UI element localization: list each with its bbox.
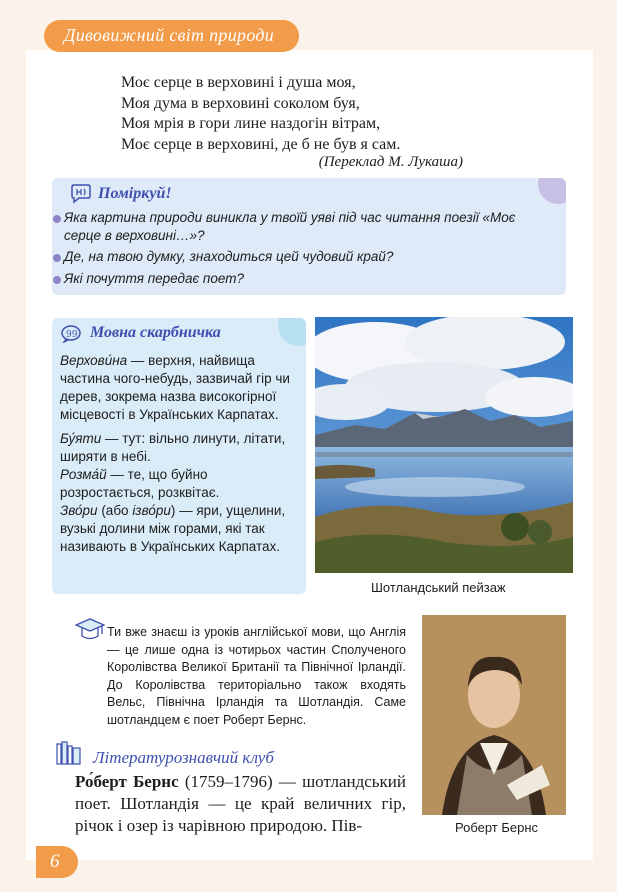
quote-bubble-icon (61, 325, 81, 343)
landscape-caption: Шотландський пейзаж (371, 580, 506, 595)
term: Розма́й (60, 467, 107, 482)
vocabulary-box (52, 318, 306, 594)
club-paragraph: Ро́берт Бернс (1759–1796) — шотландський поет. Шотландія — це край величних гір, річок і озер із чарівною природою. Пів- (75, 772, 406, 835)
bullet-icon (53, 254, 61, 262)
club-title: Літературознавчий клуб (93, 748, 274, 767)
vocabulary-entry: Зво́ри (або ізво́ри) — яри, ущелини, вузькі долини між горами, які так називають в Українських Карпатах. (60, 503, 286, 554)
robert-burns-portrait (422, 615, 566, 815)
poem-line: Моє серце в верховині, де б не був я сам. (121, 135, 401, 153)
vocabulary-title: Мовна скарбничка (90, 324, 221, 341)
books-icon (56, 741, 84, 765)
corner-decoration (278, 318, 306, 346)
poem-stanza (121, 73, 400, 155)
page-number: 6 (50, 851, 60, 872)
bullet-icon (53, 276, 61, 284)
question-item: Де, на твою думку, знаходиться цей чудовий край? (52, 248, 524, 266)
poem-line: Моє серце в верховині і душа моя, (121, 74, 356, 91)
vocabulary-entry: Бу́яти — тут: вільно линути, літати, ширяти в небі. (60, 431, 286, 464)
question-list (52, 209, 524, 291)
did-you-know-text: Ти вже знаєш із уроків англійської мови, що Англія — це лише одна із чотирьох частин Сполученого Королівства Великої Британії та Північної Ірландії. До Королівства територіально також входять Вельс, Північна Ірландія та Шотландія. Саме шотландцем є поет Роберт Бернс. (107, 625, 406, 727)
vocabulary-entry: Верхови́на — верхня, найвища частина чого-небудь, зазвичай гір чи дерев, зокрема назва високогірної місцевості в Українських Карпатах. (60, 353, 290, 422)
vocabulary-entries (60, 352, 300, 562)
term: Верхови́на (60, 353, 128, 368)
scottish-landscape-image (315, 317, 573, 573)
question-item: Яка картина природи виникла у твоїй уяві під час читання поезії «Моє серце в верховині…»? (52, 209, 524, 244)
vocabulary-entry: Розма́й — те, що буйно розростається, розквітає. (60, 467, 220, 500)
term: Бу́яти (60, 431, 102, 446)
speech-bubble-icon (70, 184, 92, 204)
poem-line: Моя мрія в гори лине наздогін вітрам, (121, 115, 381, 132)
section-title: Дивовижний світ природи (64, 25, 275, 45)
page-number-badge (36, 846, 78, 878)
section-title-tab (44, 20, 299, 52)
did-you-know-heading: Ти вже знаєш (107, 625, 188, 639)
corner-decoration (538, 178, 566, 204)
portrait-caption: Роберт Бернс (455, 820, 539, 835)
term: ізво́ри (132, 503, 171, 518)
think-title: Поміркуй! (98, 185, 172, 202)
question-item: Які почуття передає поет? (52, 270, 524, 288)
svg-text:99: 99 (66, 330, 78, 340)
poem-line: Моя дума в верховині соколом буя, (121, 94, 360, 112)
bullet-icon (53, 215, 61, 223)
graduation-cap-icon (75, 617, 105, 643)
term: Зво́ри (60, 503, 98, 518)
think-box (52, 178, 566, 295)
poet-name: Ро́берт Бернс (75, 772, 179, 791)
translation-credit: (Переклад М. Лукаша) (318, 154, 463, 170)
